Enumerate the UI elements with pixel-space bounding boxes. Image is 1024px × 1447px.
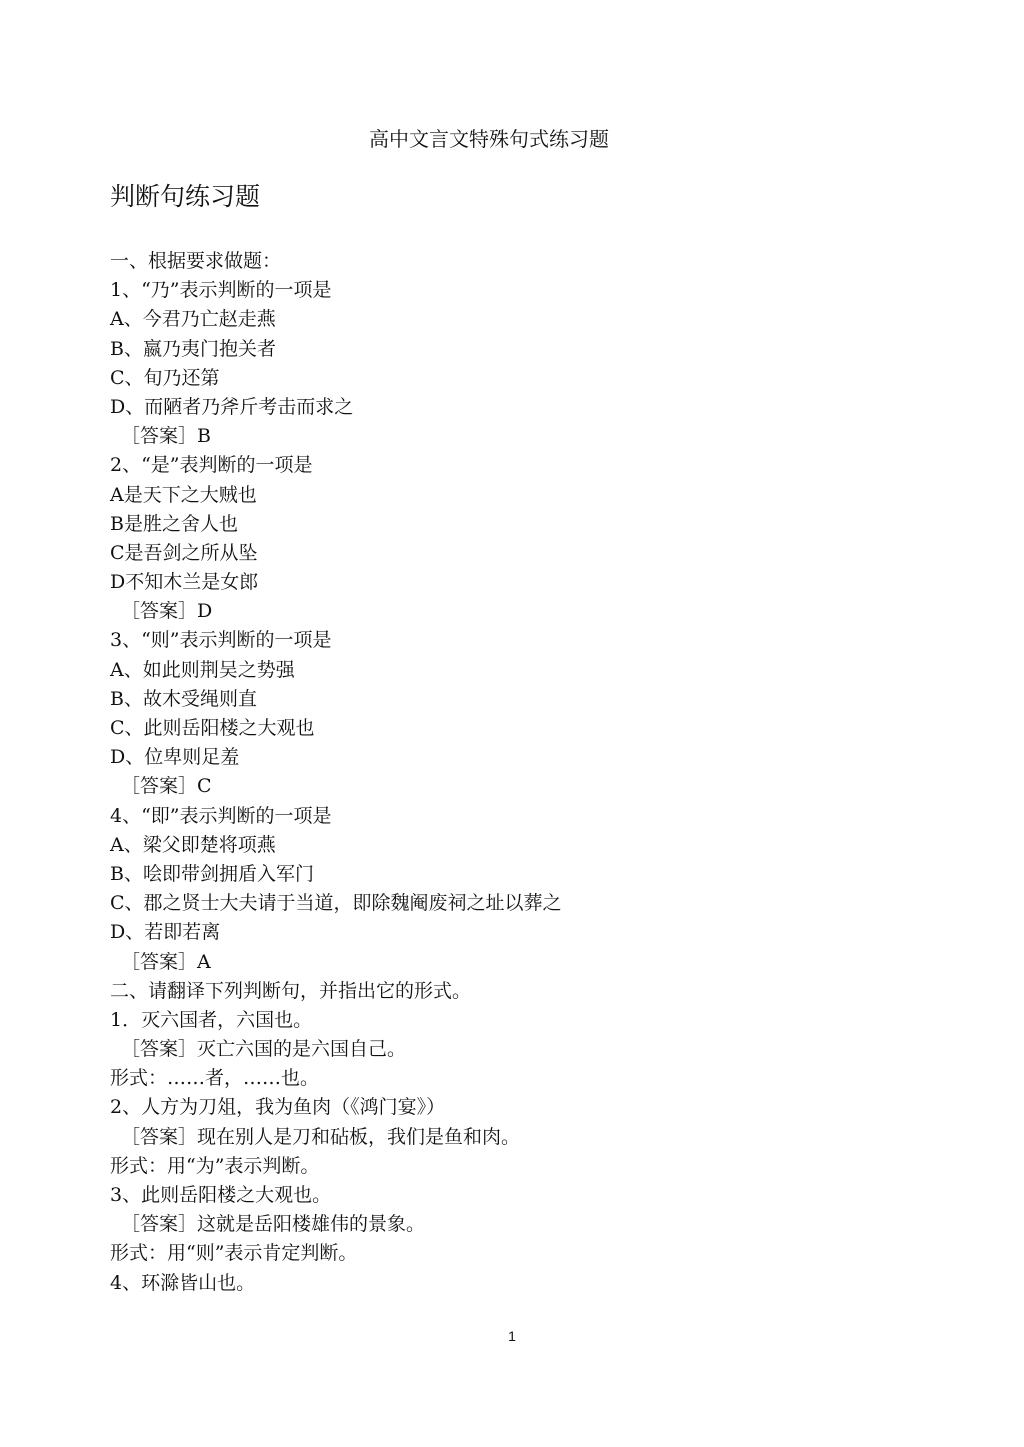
text-line: A是天下之大贼也 — [110, 483, 257, 506]
text-line: D、若即若离 — [110, 921, 221, 944]
question-list — [110, 247, 970, 1298]
text-line: 形式：用“则”表示肯定判断。 — [110, 1242, 358, 1265]
text-line: A、如此则荆吴之势强 — [110, 658, 295, 681]
text-line: 形式：用“为”表示判断。 — [110, 1154, 320, 1177]
text-line: B、哙即带剑拥盾入军门 — [110, 862, 314, 885]
answer-line: ［答案］C — [121, 775, 212, 798]
answer-line: ［答案］灭亡六国的是六国自己。 — [121, 1038, 407, 1061]
text-line: C、旬乃还第 — [110, 366, 220, 389]
text-line: 4、“即”表示判断的一项是 — [110, 804, 332, 827]
text-line: 2、人方为刀俎，我为鱼肉（《鸿门宴》） — [110, 1096, 446, 1119]
answer-line: ［答案］D — [121, 600, 213, 623]
page-title: 高中文言文特殊句式练习题 — [369, 127, 609, 151]
text-line: 二、请翻译下列判断句，并指出它的形式。 — [110, 979, 472, 1002]
text-line: B、嬴乃夷门抱关者 — [110, 337, 276, 360]
text-line: C、此则岳阳楼之大观也 — [110, 717, 315, 739]
text-line: D不知木兰是女郎 — [110, 571, 259, 594]
text-line: D、位卑则足羞 — [110, 746, 240, 769]
text-line: C是吾剑之所从坠 — [110, 541, 258, 564]
answer-line: ［答案］这就是岳阳楼雄伟的景象。 — [121, 1213, 426, 1236]
text-line: 3、“则”表示判断的一项是 — [110, 629, 332, 652]
text-line: A、梁父即楚将项燕 — [110, 833, 276, 856]
answer-line: ［答案］现在别人是刀和砧板，我们是鱼和肉。 — [121, 1125, 521, 1148]
text-line: 1．灭六国者，六国也。 — [110, 1008, 313, 1031]
text-line: 4、环滁皆山也。 — [110, 1271, 256, 1294]
text-line: D、而陋者乃斧斤考击而求之 — [110, 395, 354, 418]
section-heading: 判断句练习题 — [110, 182, 261, 211]
text-line: B、故木受绳则直 — [110, 687, 257, 710]
answer-line: ［答案］A — [121, 950, 211, 973]
page-number: 1 — [508, 1328, 516, 1344]
answer-line: ［答案］B — [121, 425, 211, 448]
text-line: A、今君乃亡赵走燕 — [110, 308, 276, 331]
text-line: 3、此则岳阳楼之大观也。 — [110, 1184, 332, 1206]
text-line: 一、根据要求做题： — [110, 250, 282, 272]
text-line: C、郡之贤士大夫请于当道，即除魏阉废祠之址以葬之 — [110, 892, 562, 915]
text-line: B是胜之舍人也 — [110, 512, 238, 535]
text-line: 1、“乃”表示判断的一项是 — [110, 279, 332, 302]
text-line: 2、“是”表判断的一项是 — [110, 454, 313, 477]
text-line: 形式：……者，……也。 — [110, 1067, 320, 1090]
